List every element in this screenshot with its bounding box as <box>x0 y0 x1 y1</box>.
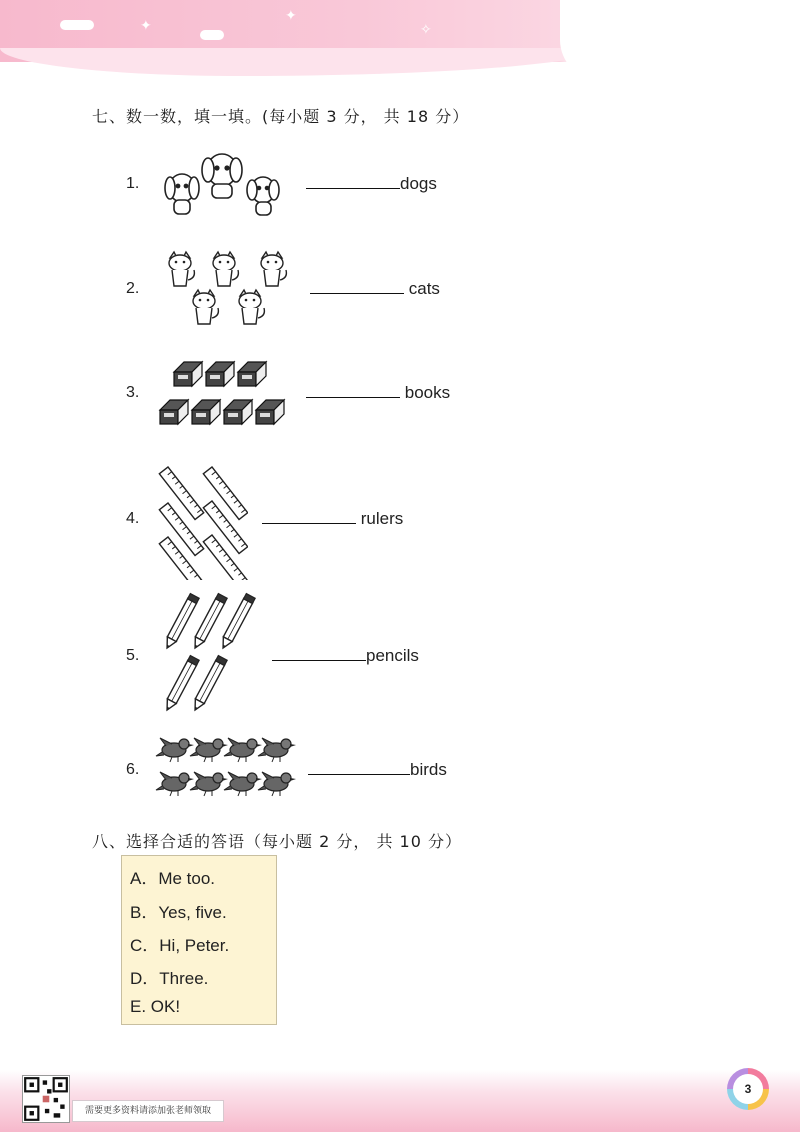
books-icon <box>156 358 286 432</box>
option-c: C．Hi, Peter. <box>130 936 230 955</box>
question-5-word: pencils <box>366 646 419 665</box>
cats-icon <box>160 250 300 330</box>
answer-blank[interactable] <box>308 760 410 775</box>
rulers-icon <box>156 465 248 580</box>
question-3-number: 3. <box>126 384 140 401</box>
qr-code-icon <box>22 1075 70 1123</box>
question-4-answer <box>262 509 403 529</box>
question-5-answer <box>272 646 419 666</box>
page-number: 3 <box>733 1074 763 1104</box>
question-1-number: 1. <box>126 175 140 192</box>
dogs-icon <box>160 148 284 218</box>
header-white-shape <box>560 0 800 80</box>
cloud-icon <box>60 20 94 30</box>
section-8-title: 八、选择合适的答语（每小题 2 分， 共 10 分） <box>92 832 462 851</box>
option-a: A．Me too. <box>130 869 216 888</box>
option-d: D．Three. <box>130 969 209 988</box>
question-3-word: books <box>404 383 451 402</box>
question-2-word: cats <box>408 279 440 298</box>
birds-icon <box>154 732 300 804</box>
answer-blank[interactable] <box>306 174 400 189</box>
option-e: E. OK! <box>130 997 181 1016</box>
question-6-number: 6. <box>126 761 140 778</box>
footer-note: 需要更多资料请添加张老师领取 <box>72 1100 224 1122</box>
question-1-answer <box>306 174 437 194</box>
question-4-number: 4. <box>126 510 140 527</box>
answer-blank[interactable] <box>262 509 356 524</box>
pencils-icon <box>160 592 260 717</box>
question-2-number: 2. <box>126 280 140 297</box>
question-1-word: dogs <box>400 174 437 193</box>
question-4-word: rulers <box>360 509 404 528</box>
option-b: B．Yes, five. <box>130 903 227 922</box>
sparkle-icon: ✦ <box>285 8 297 24</box>
question-3-answer <box>306 383 450 403</box>
question-2-answer <box>310 279 440 299</box>
question-6-answer <box>308 760 447 780</box>
page-number-badge <box>727 1068 769 1110</box>
answer-blank[interactable] <box>306 383 400 398</box>
question-6-word: birds <box>410 760 447 779</box>
options-box <box>121 855 277 1025</box>
sparkle-icon: ✦ <box>140 18 152 34</box>
sparkle-icon: ✧ <box>420 22 432 38</box>
cloud-icon <box>200 30 224 40</box>
answer-blank[interactable] <box>310 279 404 294</box>
answer-blank[interactable] <box>272 646 366 661</box>
section-7-title: 七、数一数，填一填。(每小题 3 分， 共 18 分） <box>92 107 470 126</box>
question-5-number: 5. <box>126 647 140 664</box>
